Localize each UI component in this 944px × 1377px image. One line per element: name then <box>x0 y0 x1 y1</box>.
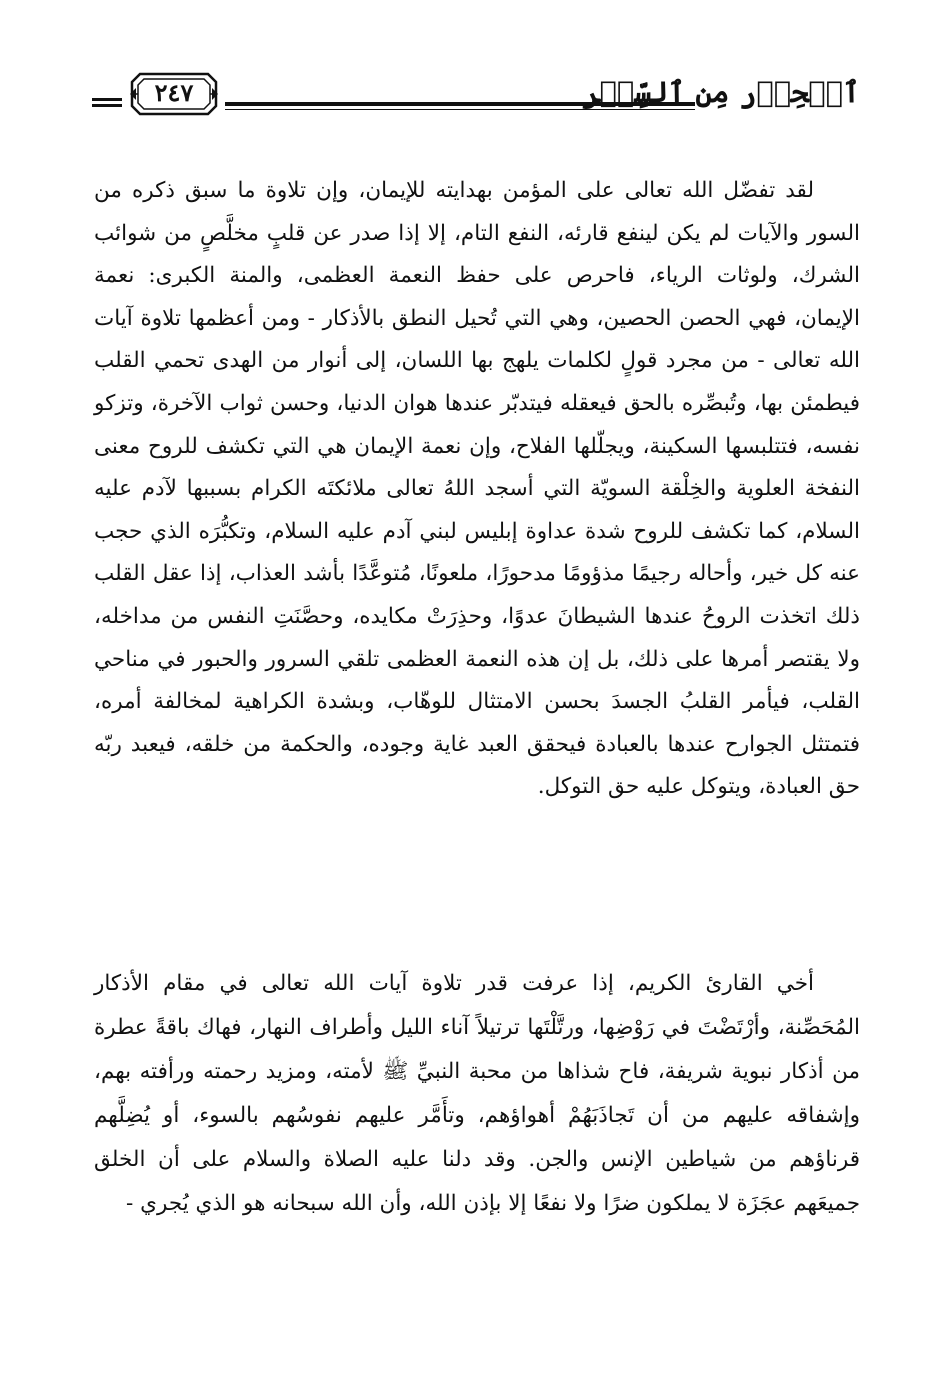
page-number: ٢٤٧ <box>154 78 194 107</box>
running-header <box>92 62 860 124</box>
paragraph-2 <box>94 962 860 1226</box>
page-number-badge <box>130 70 218 118</box>
paragraph-text: لقد تفضّل الله تعالى على المؤمن بهدايته للإيمان، وإن تلاوة ما سبق ذكره من السور والآيات لم يكن لينفع قارئه، النفع التام، إلا إذا صدر عن قلبٍ مخلَّصٍ من شوائب الشرك، ولوثات الرياء، فاحرص على حفظ النعمة العظمى، والمنة الكبرى: نعمة الإيمان، فهي الحصن الحصين، وهي التي تُحيل النطق بالأذكار - ومن أعظمها تلاوة آيات الله تعالى - من مجرد قولٍ لكلمات يلهج بها اللسان، إلى أنوار من الهدى تحمي القلب فيطمئن بها، وتُبصِّره بالحق فيعقله فيتدبّر عندها هوان الدنيا، وحسن ثواب الآخرة، وتزكو نفسه، فتتلبسها السكينة، ويجلّلها الفلاح، وإن نعمة الإيمان هي التي تكشف للروح معنى النفخة العلوية والخِلْقة السويّة التي أسجد اللهُ تعالى ملائكتَه الكرام بسببها لآدم عليه السلام، كما تكشف للروح شدة عداوة إبليس لبني آدم عليه السلام، وتكبُّرَه الذي حجب عنه كل خير، وأحاله رجيمًا مذؤومًا مدحورًا، ملعونًا، مُتوعَّدًا بأشد العذاب، إذا عقل القلب ذلك اتخذت الروحُ عندها الشيطانَ عدوًا، وحذِرَتْ مكايده، وحصَّنَتِ النفس من مداخله، ولا يقتصر أمرها على ذلك، بل إن هذه النعمة العظمى تلقي السرور والحبور في مناحي القلب، فيأمر القلبُ الجسدَ بحسن الامتثال للوهّاب، وبشدة الكراهية لمخالفة أمره، فتمتثل الجوارح عندها بالعبادة فيحقق العبد غاية وجوده، والحكمة من خلقه، فيعبد ربّه حق العبادة، ويتوكل عليه حق التوكل. <box>94 178 861 800</box>
paragraph-text: أخي القارئ الكريم، إذا عرفت قدر تلاوة آيات الله تعالى في مقام الأذكار المُحَصِّنة، وأرْتَضْتَ في رَوْضِها، ورتَّلْتَها ترتيلاً آناء الليل وأطراف النهار، فهاك باقةً عطرة من أذكار نبوية شريفة، فاح شذاها من محبة النبيِّ ﷺ لأمته، ومزيد رحمته ورأفته بهم، وإشفاقه عليهم من أن تَجاذَبَهُمْ أهواؤهم، وتأَمَّر عليهم نفوسُهم بالسوء، أو يُضِلَّهم قرناؤهم من شياطين الإنس والجن. وقد دلنا عليه الصلاة والسلام على أن الخلق جميعَهم عجَزَة لا يملكون ضرًا ولا نفعًا إلا بإذن الله، وأن الله سبحانه هو الذي يُجري - <box>94 971 860 1216</box>
running-title: ٱلۡحِذۡر مِن ٱلسِّحۡر <box>582 75 860 109</box>
paragraph-1 <box>94 170 860 809</box>
header-double-rule <box>92 98 122 107</box>
